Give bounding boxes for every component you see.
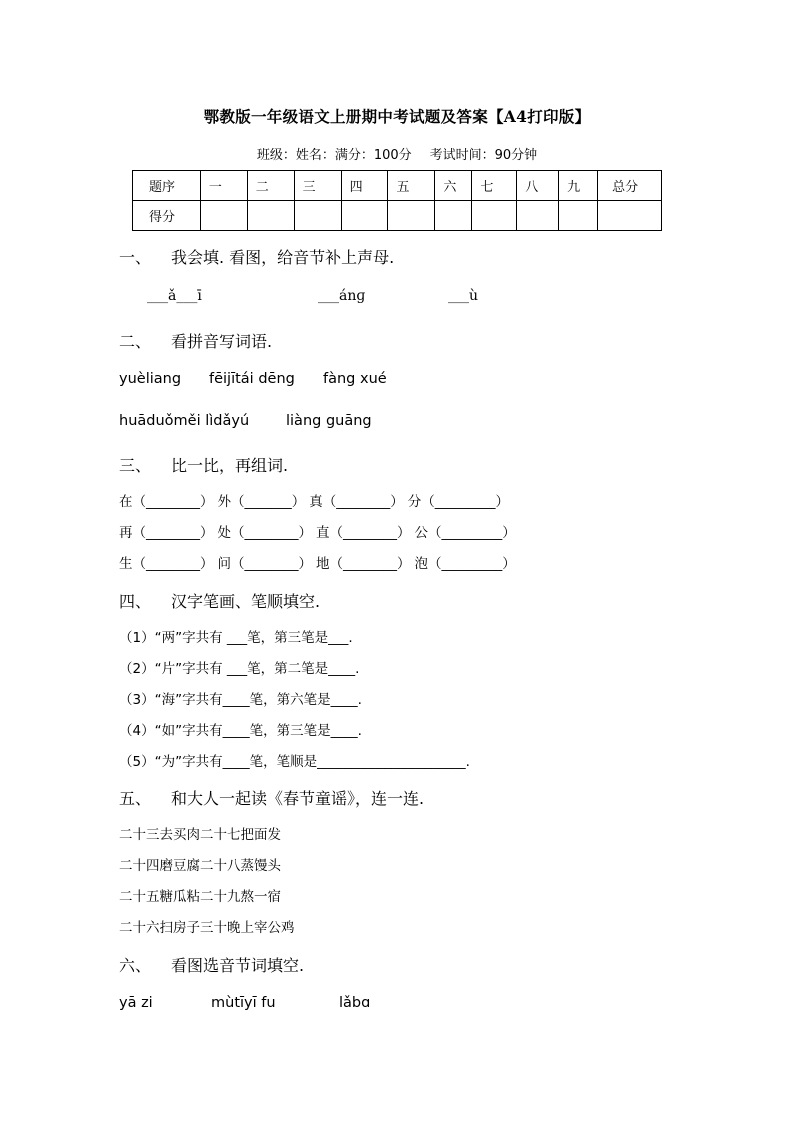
- compare-row-1: [119, 490, 509, 510]
- section-number: 一、: [119, 248, 152, 267]
- stroke-question-1[interactable]: （1）“两”字共有 ___笔，第三笔是___.: [119, 630, 353, 646]
- table-header-cell: 三: [294, 171, 341, 201]
- table-header-cell: 四: [341, 171, 388, 201]
- score-cell[interactable]: [200, 201, 247, 231]
- section-title: 看图选音节词填空.: [171, 956, 305, 975]
- word-group-blank[interactable]: 生（________）: [119, 556, 214, 572]
- q1-blank-3[interactable]: ___ù: [448, 288, 479, 304]
- table-header-cell: 九: [559, 171, 598, 201]
- score-table: [132, 170, 662, 231]
- word-group-blank[interactable]: 地（________）: [316, 556, 411, 572]
- table-header-cell: 二: [247, 171, 294, 201]
- section-title: 我会填. 看图，给音节补上声母.: [171, 248, 395, 267]
- score-table-header-row: [133, 171, 662, 201]
- score-cell[interactable]: [435, 201, 472, 231]
- stroke-question-3[interactable]: （3）“海”字共有____笔，第六笔是____.: [119, 692, 362, 708]
- score-table-score-row: [133, 201, 662, 231]
- exam-time-label: 考试时间：90分钟: [429, 148, 538, 163]
- pinyin-option: yā zi: [119, 995, 153, 1011]
- pinyin-word: fàng xué: [323, 371, 387, 387]
- rhyme-line-3[interactable]: 二十五糖瓜粘二十九熬一宿: [119, 889, 281, 905]
- word-group-blank[interactable]: 公（_________）: [414, 525, 516, 541]
- score-cell[interactable]: [559, 201, 598, 231]
- table-header-cell: 题序: [133, 171, 201, 201]
- table-header-cell: 七: [472, 171, 517, 201]
- word-group-blank[interactable]: 再（________）: [119, 525, 214, 541]
- rhyme-line-1[interactable]: 二十三去买肉二十七把面发: [119, 827, 281, 843]
- table-header-cell: 六: [435, 171, 472, 201]
- section-number: 四、: [119, 592, 152, 611]
- section-4-heading: [119, 589, 320, 612]
- section-5-heading: [119, 786, 424, 809]
- section-1-heading: [119, 245, 394, 268]
- word-group-blank[interactable]: 泡（_________）: [414, 556, 516, 572]
- exam-info: [0, 144, 794, 163]
- section-3-heading: [119, 453, 288, 476]
- pinyin-option: lǎbɑ: [339, 995, 371, 1011]
- word-group-blank[interactable]: 处（________）: [217, 525, 312, 541]
- section-title: 看拼音写词语.: [171, 332, 273, 351]
- section-number: 三、: [119, 456, 152, 475]
- pinyin-word: liàng guāng: [286, 413, 372, 429]
- page-title: 鄂教版一年级语文上册期中考试题及答案【A4打印版】: [203, 107, 591, 126]
- score-cell[interactable]: [517, 201, 559, 231]
- word-group-blank[interactable]: 真（________）: [309, 494, 404, 510]
- score-cell[interactable]: [341, 201, 388, 231]
- rhyme-line-4[interactable]: 二十六扫房子三十晚上宰公鸡: [119, 920, 295, 936]
- word-group-blank[interactable]: 分（_________）: [407, 494, 509, 510]
- score-cell[interactable]: [247, 201, 294, 231]
- word-group-blank[interactable]: 问（________）: [217, 556, 312, 572]
- score-cell[interactable]: [598, 201, 662, 231]
- section-number: 五、: [119, 789, 152, 808]
- section-6-heading: [119, 953, 304, 976]
- compare-row-3: [119, 552, 516, 572]
- compare-row-2: [119, 521, 516, 541]
- score-cell[interactable]: [294, 201, 341, 231]
- word-group-blank[interactable]: 直（________）: [316, 525, 411, 541]
- section-title: 比一比，再组词.: [171, 456, 289, 475]
- score-cell[interactable]: [388, 201, 435, 231]
- table-header-cell: 五: [388, 171, 435, 201]
- q1-blank-2[interactable]: ___ánɡ: [318, 288, 366, 304]
- section-number: 六、: [119, 956, 152, 975]
- q1-blank-1[interactable]: ___ǎ___ī: [147, 288, 202, 304]
- section-title: 和大人一起读《春节童谣》，连一连.: [171, 789, 425, 808]
- table-header-cell: 总分: [598, 171, 662, 201]
- pinyin-option: mùtīyī fu: [211, 995, 276, 1011]
- pinyin-word: yuèliang: [119, 371, 182, 387]
- stroke-question-4[interactable]: （4）“如”字共有____笔，第三笔是____.: [119, 723, 362, 739]
- word-group-blank[interactable]: 在（________）: [119, 494, 214, 510]
- pinyin-word: fēijītái dēng: [209, 371, 295, 387]
- word-group-blank[interactable]: 外（_______）: [217, 494, 306, 510]
- table-header-cell: 八: [517, 171, 559, 201]
- stroke-question-5[interactable]: （5）“为”字共有____笔，笔顺是______________________.: [119, 754, 470, 770]
- pinyin-word: huāduǒměi lìdǎyú: [119, 413, 250, 429]
- class-name-score-label: 班级：姓名：满分：100分: [256, 148, 412, 163]
- score-cell[interactable]: [472, 201, 517, 231]
- section-number: 二、: [119, 332, 152, 351]
- table-header-cell: 一: [200, 171, 247, 201]
- section-2-heading: [119, 329, 272, 352]
- rhyme-line-2[interactable]: 二十四磨豆腐二十八蒸馒头: [119, 858, 281, 874]
- section-title: 汉字笔画、笔顺填空.: [171, 592, 321, 611]
- stroke-question-2[interactable]: （2）“片”字共有 ___笔，第二笔是____.: [119, 661, 360, 677]
- score-row-label: 得分: [133, 201, 201, 231]
